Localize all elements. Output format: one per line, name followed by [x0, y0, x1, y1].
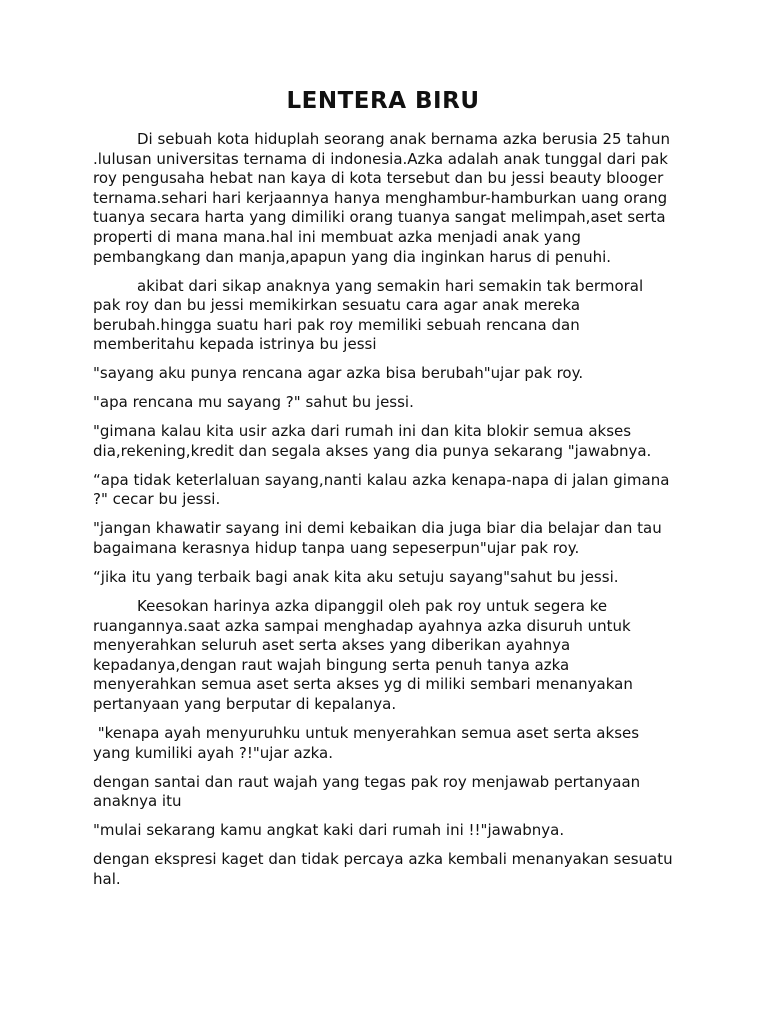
paragraph-next-day: Keesokan harinya azka dipanggil oleh pak roy untuk segera ke ruangannya.saat azka sampai menghadap ayahnya azka disuruh untuk menyerahkan seluruh aset serta akses yang diberikan ayahnya kepadanya,dengan raut wajah bingung serta penuh tanya azka menyerahkan semua aset serta akses yg di miliki sembari menanyakan pertanyaan yang berputar di kepalanya.: [93, 597, 633, 713]
paragraph-intro: Di sebuah kota hiduplah seorang anak bernama azka berusia 25 tahun .lulusan universitas ternama di indonesia.Azka adalah anak tunggal dari pak roy pengusaha hebat nan kaya di kota tersebut dan bu jessi beauty blooger ternama.sehari hari kerjaannya hanya menghambur-hamburkan uang orang tuanya secara harta yang dimiliki orang tuanya sangat melimpah,aset serta properti di mana mana.hal ini membuat azka menjadi anak yang pembangkang dan manja,apapun yang dia inginkan harus di penuhi.: [93, 130, 670, 266]
dialogue-line: “apa tidak keterlaluan sayang,nanti kalau azka kenapa-napa di jalan gimana ?" cecar bu jessi.: [93, 470, 670, 509]
dialogue-line: "kenapa ayah menyuruhku untuk menyerahkan semua aset serta akses yang kumiliki ayah ?!"ujar azka.: [93, 723, 644, 762]
narration-line: dengan ekspresi kaget dan tidak percaya azka kembali menanyakan sesuatu hal.: [93, 850, 673, 888]
dialogue-line: "apa rencana mu sayang ?" sahut bu jessi.: [93, 393, 414, 412]
dialogue-line: "sayang aku punya rencana agar azka bisa berubah"ujar pak roy.: [93, 364, 584, 383]
paragraph-plan: akibat dari sikap anaknya yang semakin hari semakin tak bermoral pak roy dan bu jessi memikirkan sesuatu cara agar anak mereka berubah.hingga suatu hari pak roy memiliki sebuah rencana dan memberitahu kepada istrinya bu jessi: [93, 276, 644, 354]
dialogue-line: “jika itu yang terbaik bagi anak kita aku setuju sayang"sahut bu jessi.: [93, 568, 619, 587]
dialogue-line: "jangan khawatir sayang ini demi kebaikan dia juga biar dia belajar dan tau bagaimana kerasnya hidup tanpa uang sepeserpun"ujar pak roy.: [93, 519, 662, 558]
document-page: [93, 86, 673, 899]
narration-line: dengan santai dan raut wajah yang tegas pak roy menjawab pertanyaan anaknya itu: [93, 772, 641, 811]
dialogue-line: "mulai sekarang kamu angkat kaki dari rumah ini !!"jawabnya.: [93, 821, 565, 840]
dialogue-line: "gimana kalau kita usir azka dari rumah ini dan kita blokir semua akses dia,rekening,kredit dan segala akses yang dia punya sekarang "jawabnya.: [93, 422, 652, 460]
document-title: LENTERA BIRU: [286, 88, 480, 114]
